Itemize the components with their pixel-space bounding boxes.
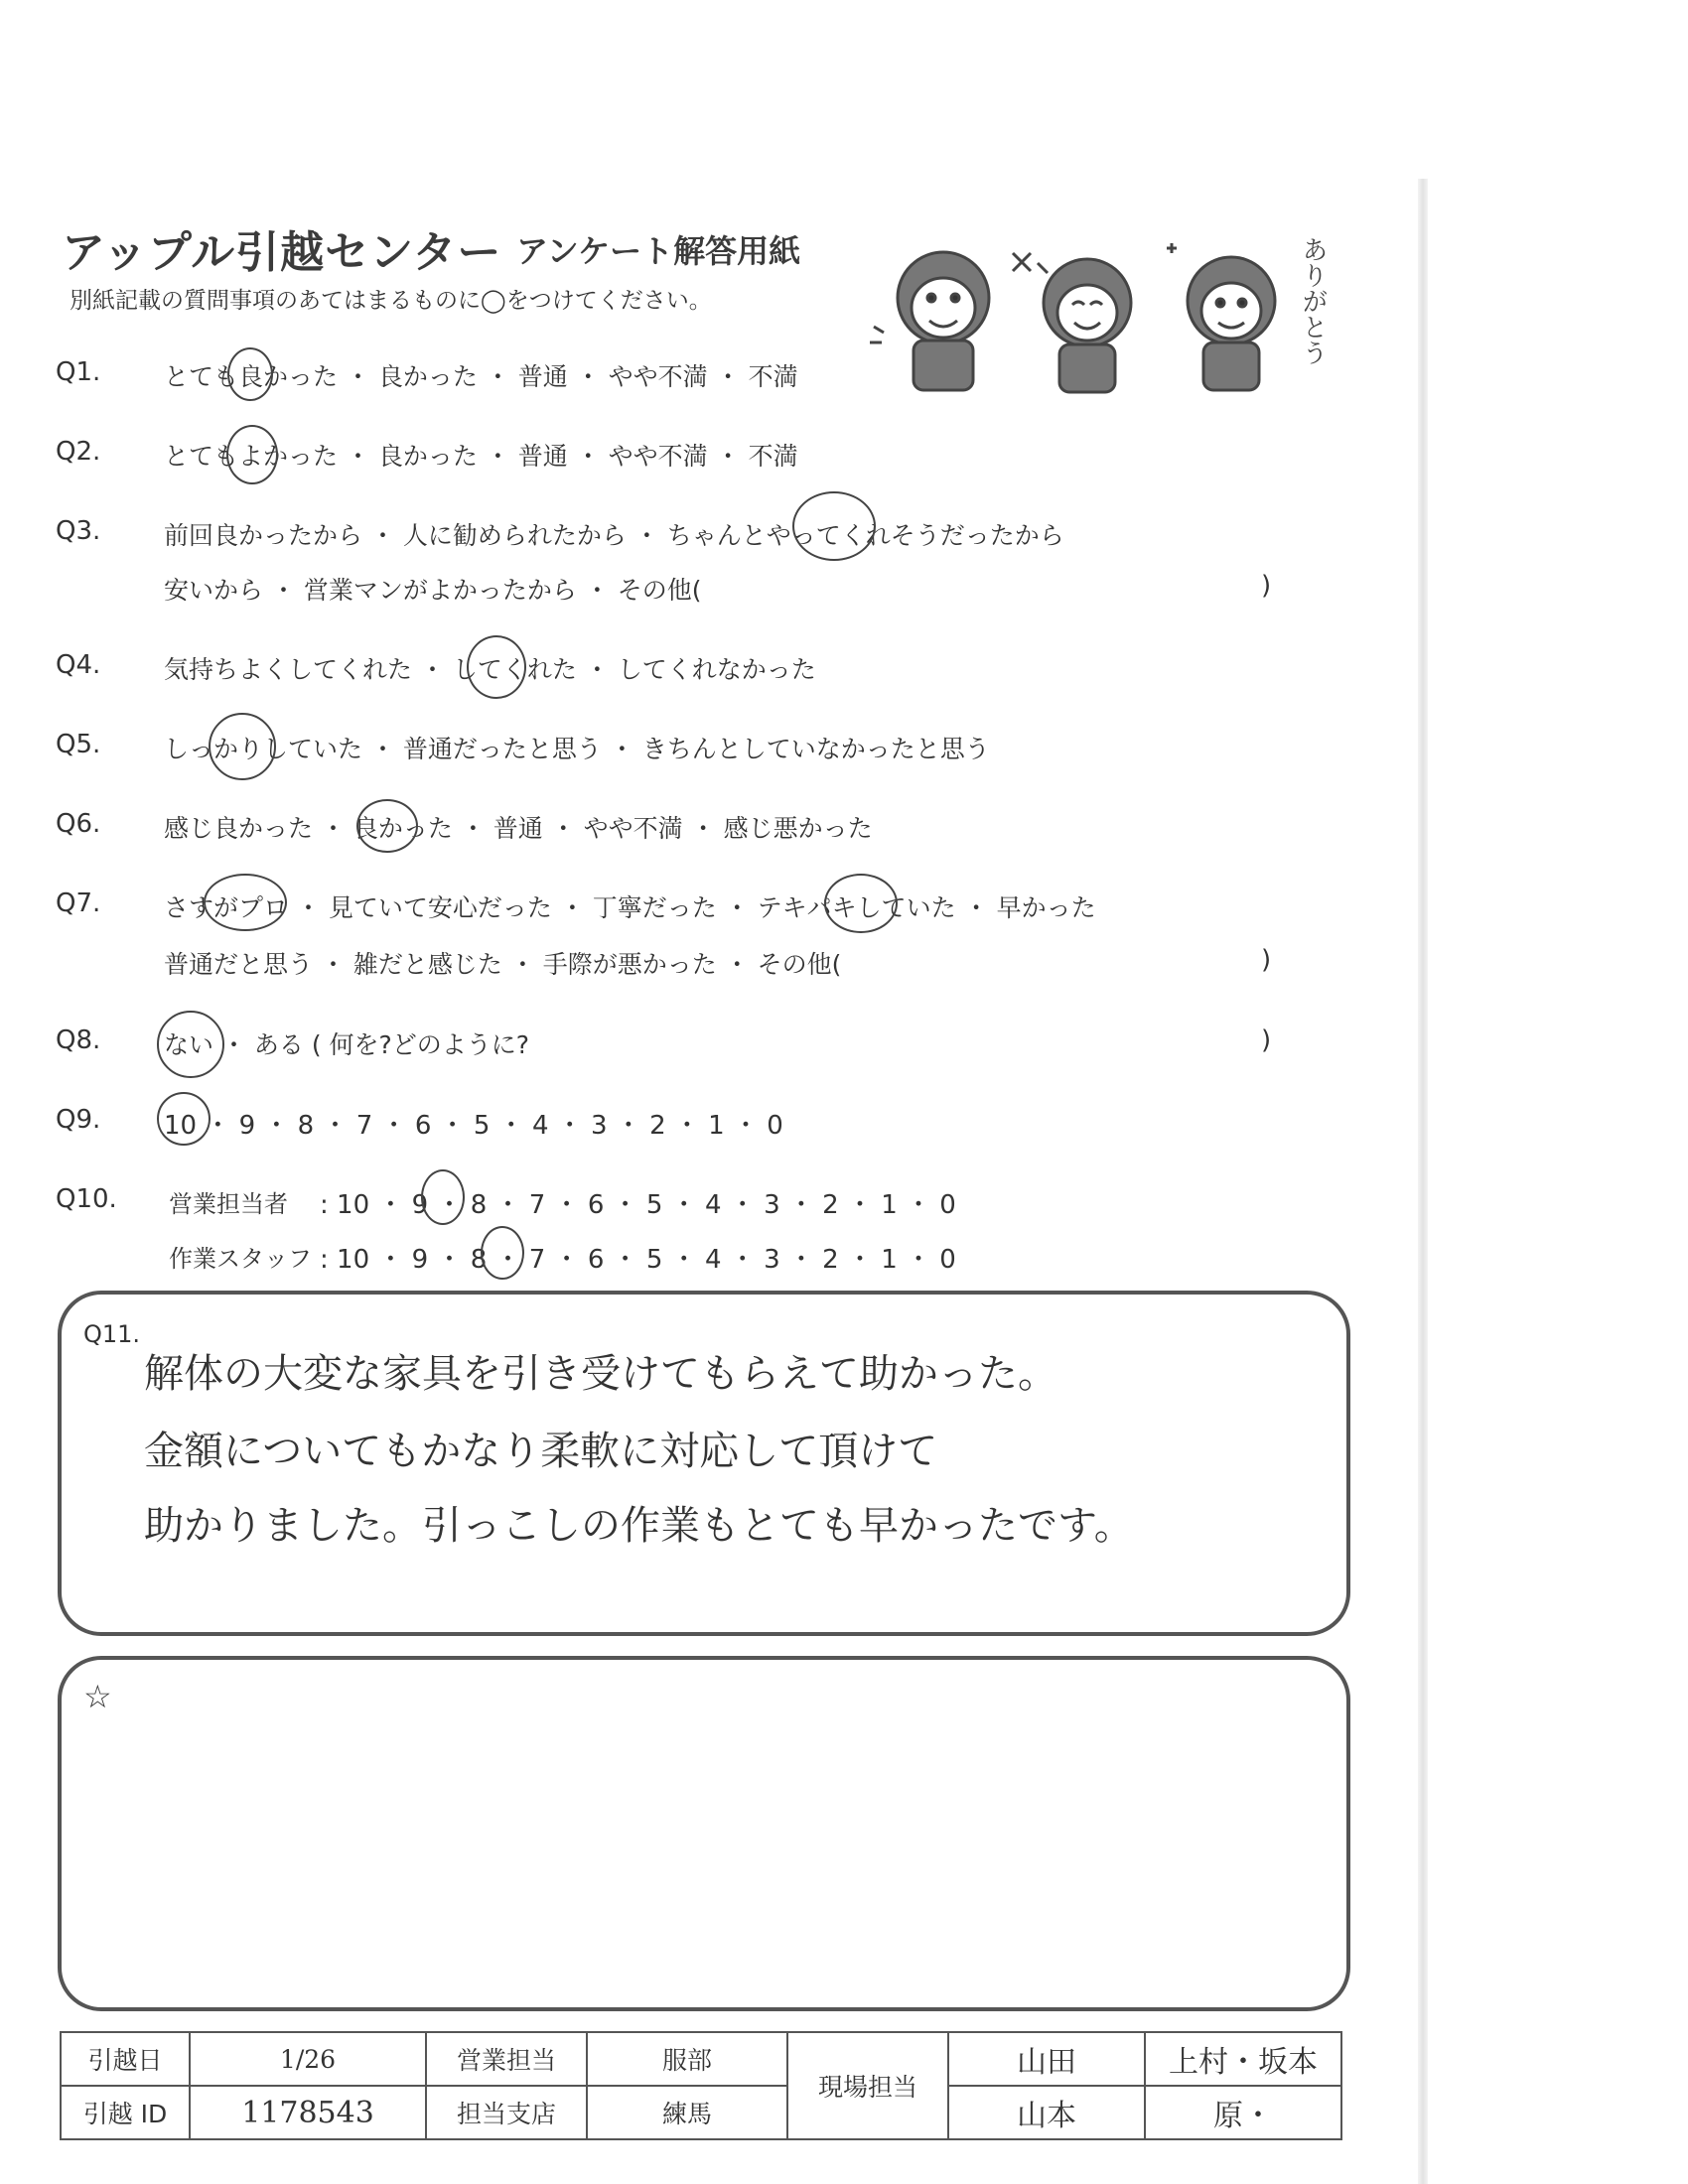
branch-value: 練馬: [587, 2086, 787, 2139]
q6-label: Q6.: [56, 809, 101, 839]
q8-circle-mark: [157, 1011, 224, 1078]
info-table: [60, 2031, 1342, 2140]
q3-close-paren: ): [1261, 571, 1272, 601]
q11-answer-line-2: 金額についてもかなり柔軟に対応して頂けて: [144, 1429, 938, 1474]
q11-label: Q11.: [83, 1320, 141, 1348]
q7-circle-mark-1: [204, 874, 287, 931]
sales-rep-label: 営業担当: [426, 2032, 587, 2086]
q7-label: Q7.: [56, 888, 101, 918]
q2-label: Q2.: [56, 437, 101, 467]
q6-circle-mark: [356, 799, 418, 853]
q3-circle-mark: [792, 491, 876, 561]
q2-options: とてもよかった ・ 良かった ・ 普通 ・ やや不満 ・ 不満: [164, 442, 798, 471]
site-staff-value-3: 山本: [948, 2086, 1145, 2139]
q8-label: Q8.: [56, 1025, 101, 1055]
moving-id-value: 1178543: [190, 2086, 426, 2139]
site-staff-value-1: 山田: [948, 2032, 1145, 2086]
q9-options: 10 ・ 9 ・ 8 ・ 7 ・ 6 ・ 5 ・ 4 ・ 3 ・ 2 ・ 1 ・ 0: [164, 1111, 783, 1141]
q7-options-line1: さすがプロ ・ 見ていて安心だった ・ 丁寧だった ・ テキパキしていた ・ 早かった: [164, 893, 1096, 922]
q10-label: Q10.: [56, 1184, 117, 1214]
q4-circle-mark: [467, 635, 526, 699]
q5-options: しっかりしていた ・ 普通だったと思う ・ きちんとしていなかったと思う: [164, 735, 990, 763]
company-title: アップル引越センター: [62, 227, 502, 278]
q4-options: 気持ちよくしてくれた ・ してくれた ・ してくれなかった: [164, 655, 816, 684]
branch-label: 担当支店: [426, 2086, 587, 2139]
q1-options: とても良かった ・ 良かった ・ 普通 ・ やや不満 ・ 不満: [164, 362, 798, 391]
site-staff-value-4: 原・: [1145, 2086, 1341, 2139]
form-title: アンケート解答用紙: [516, 232, 801, 270]
q3-options-line1: 前回良かったから ・ 人に勧められたから ・ ちゃんとやってくれそうだったから: [164, 521, 1064, 550]
scan-edge: [1418, 179, 1428, 2184]
note-box: [58, 1656, 1350, 2011]
q9-label: Q9.: [56, 1105, 101, 1135]
q10-sales-options: : 10 ・ 9 ・ 8 ・ 7 ・ 6 ・ 5 ・ 4 ・ 3 ・ 2 ・ 1 ・ 0: [320, 1190, 956, 1220]
q4-label: Q4.: [56, 650, 101, 680]
q9-circle-mark: [157, 1092, 211, 1146]
q8-close-paren: ): [1261, 1025, 1272, 1055]
q10-staff-options: : 10 ・ 9 ・ 8 ・ 7 ・ 6 ・ 5 ・ 4 ・ 3 ・ 2 ・ 1 ・ 0: [320, 1245, 956, 1275]
q7-options-line2: 普通だと思う ・ 雑だと感じた ・ 手際が悪かった ・ その他(: [164, 950, 842, 979]
q7-close-paren: ): [1261, 945, 1272, 975]
site-staff-label: 現場担当: [787, 2032, 948, 2139]
q10-sales-label: 営業担当者: [169, 1190, 288, 1218]
q5-label: Q5.: [56, 730, 101, 759]
q11-answer-line-3: 助かりました。引っこしの作業もとても早かったです。: [144, 1503, 1134, 1549]
q8-options: ない ・ ある ( 何を?どのように?: [164, 1030, 530, 1059]
q3-label: Q3.: [56, 516, 101, 546]
q11-answer-line-1: 解体の大変な家具を引き受けてもらえて助かった。: [144, 1351, 1057, 1397]
mascot-text: ありがとう: [1298, 236, 1328, 365]
q3-options-line2: 安いから ・ 営業マンがよかったから ・ その他(: [164, 576, 702, 605]
q10-sales-circle-mark: [421, 1169, 465, 1225]
moving-date-label: 引越日: [61, 2032, 190, 2086]
site-staff-value-2: 上村・坂本: [1145, 2032, 1341, 2086]
moving-id-label: 引越 ID: [61, 2086, 190, 2139]
sales-rep-value: 服部: [587, 2032, 787, 2086]
q6-options: 感じ良かった ・ 良かった ・ 普通 ・ やや不満 ・ 感じ悪かった: [164, 814, 873, 843]
q1-label: Q1.: [56, 357, 101, 387]
monkey-mascot-icon: [864, 223, 1321, 402]
q1-circle-mark: [227, 347, 273, 401]
q5-circle-mark: [209, 713, 276, 780]
q2-circle-mark: [226, 425, 278, 484]
star-icon: ☆: [83, 1678, 112, 1715]
moving-date-value: 1/26: [190, 2032, 426, 2086]
q10-staff-circle-mark: [481, 1226, 524, 1280]
instruction-text: 別紙記載の質問事項のあてはまるものに◯をつけてください。: [70, 288, 712, 314]
q10-staff-label: 作業スタッフ: [169, 1245, 312, 1273]
q7-circle-mark-2: [824, 874, 898, 933]
